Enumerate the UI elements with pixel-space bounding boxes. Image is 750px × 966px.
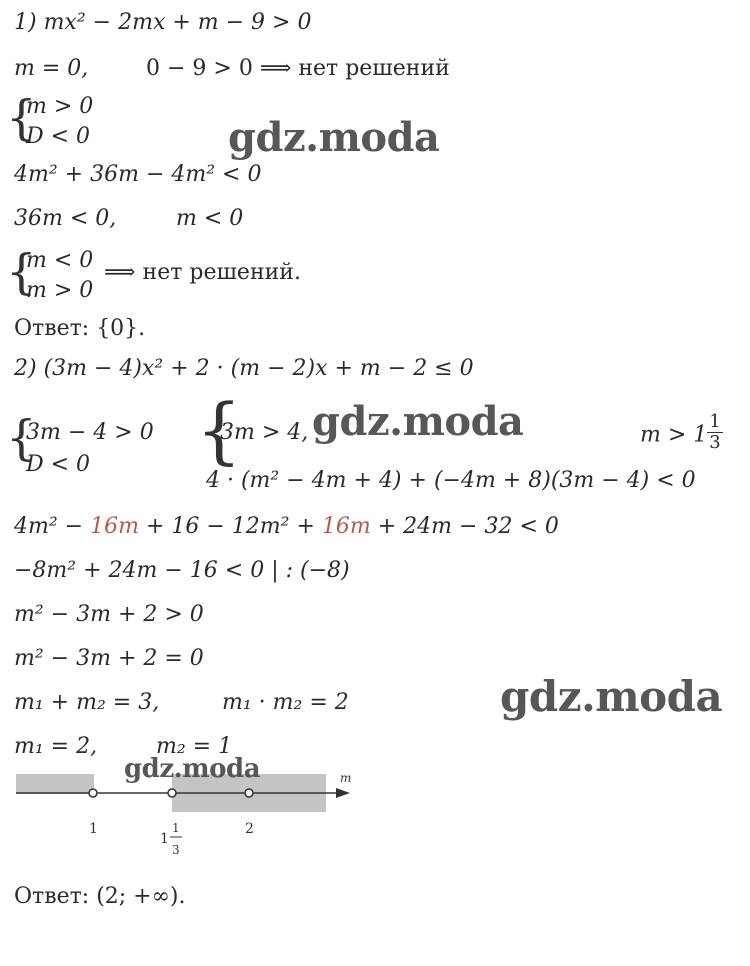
cancelled-term-2: 16m — [321, 514, 371, 539]
expanded-part-1: 4m² − — [14, 514, 91, 539]
tick-label-2: 2 — [245, 821, 254, 837]
system-brace: { — [6, 244, 37, 300]
case-m-zero: m = 0, — [14, 56, 89, 81]
point-1-one-third — [168, 789, 176, 797]
watermark: gdz.moda — [312, 398, 524, 445]
result-text: m > 1 — [640, 422, 708, 448]
fraction-numerator: 1 — [709, 411, 721, 432]
fraction-denominator: 3 — [709, 432, 721, 453]
tick-label-1: 1 — [89, 821, 98, 837]
simplified-inequality: −8m² + 24m − 16 < 0 | : (−8) — [14, 558, 350, 583]
linear-inequality: 36m < 0, — [14, 206, 117, 231]
point-2 — [245, 789, 253, 797]
system-4-line-1: 3m > 4, — [220, 420, 309, 445]
system-4-result — [640, 411, 723, 453]
vieta-product: m₁ · m₂ = 2 — [222, 690, 349, 715]
linear-result: m < 0 — [176, 206, 244, 231]
tick-label-whole: 1 — [160, 831, 169, 847]
system-1-line-2: D < 0 — [26, 124, 91, 149]
answer-2: Ответ: (2; +∞). — [14, 884, 186, 909]
system-brace: { — [196, 388, 242, 472]
system-3-line-1: 3m − 4 > 0 — [26, 420, 154, 445]
watermark: gdz.moda — [124, 754, 261, 784]
answer-1: Ответ: {0}. — [14, 316, 146, 341]
system-1-line-1: m > 0 — [26, 94, 94, 119]
tick-label-num: 1 — [172, 821, 180, 835]
expanded-part-3: + 24m − 32 < 0 — [370, 514, 559, 539]
shaded-interval-left — [16, 774, 94, 794]
system-3-line-2: D < 0 — [26, 452, 91, 477]
system-2-conclusion: ⟹ нет решений. — [104, 260, 301, 285]
problem-2-statement: 2) (3m − 4)x² + 2 · (m − 2)x + m − 2 ≤ 0 — [14, 356, 474, 381]
tick-label-den: 3 — [172, 843, 180, 857]
system-brace: { — [6, 90, 37, 146]
vieta-sum: m₁ + m₂ = 3, — [14, 690, 160, 715]
case-m-zero-result: 0 − 9 > 0 ⟹ нет решений — [146, 56, 450, 81]
discriminant-inequality: 4m² + 36m − 4m² < 0 — [14, 162, 262, 187]
root-1: m₁ = 2, — [14, 734, 98, 759]
axis-arrow — [336, 788, 350, 798]
expanded-inequality — [14, 514, 559, 540]
point-1 — [89, 789, 97, 797]
system-2-line-1: m < 0 — [26, 248, 94, 273]
cancelled-term-1: 16m — [90, 514, 139, 539]
system-4-line-2: 4 · (m² − 4m + 4) + (−4m + 8)(3m − 4) < 0 — [206, 468, 696, 493]
system-2-line-2: m > 0 — [26, 278, 94, 303]
reduced-inequality: m² − 3m + 2 > 0 — [14, 602, 204, 627]
system-brace: { — [6, 410, 37, 466]
root-2: m₂ = 1 — [156, 734, 233, 759]
quadratic-equation: m² − 3m + 2 = 0 — [14, 646, 204, 671]
axis-label: m — [340, 771, 352, 785]
watermark: gdz.moda — [500, 672, 723, 721]
watermark: gdz.moda — [228, 114, 440, 161]
fraction-one-third — [707, 412, 722, 453]
expanded-part-2: + 16 − 12m² + — [138, 514, 322, 539]
problem-1-statement: 1) mx² − 2mx + m − 9 > 0 — [14, 10, 312, 35]
